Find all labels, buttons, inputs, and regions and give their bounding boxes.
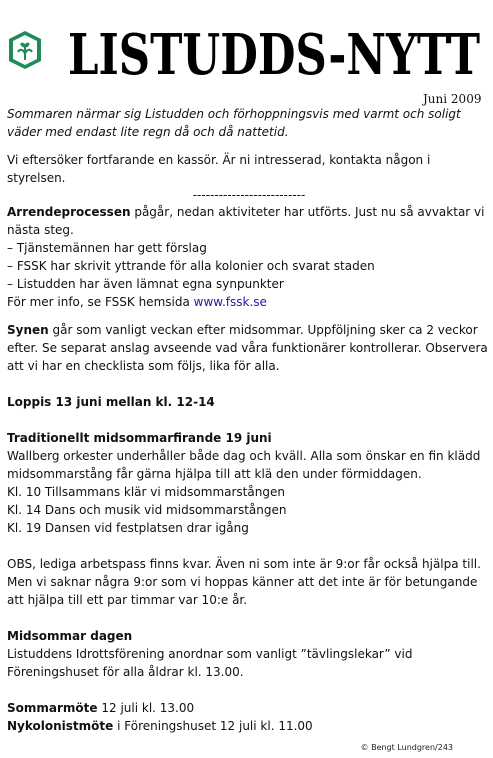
synen-heading: Synen [7, 323, 49, 337]
section-divider: -------------------------- [192, 188, 306, 202]
sommarmote-line [7, 699, 491, 717]
nykolonist-line [7, 717, 491, 735]
fssk-link[interactable]: www.fssk.se [193, 295, 267, 309]
issue-date: Juni 2009 [423, 92, 482, 106]
schedule-item: Kl. 19 Dansen vid festplatsen drar igång [7, 521, 249, 535]
midsommar-heading: Traditionellt midsommarfirande 19 juni [7, 431, 272, 445]
sommarmote-heading: Sommarmöte [7, 701, 98, 715]
arrende-text: pågår, nedan aktiviteter har utförts. Just nu så avvaktar vi nästa steg. [7, 205, 485, 237]
arrende-item: – Listudden har även lämnat egna synpunkter [7, 277, 284, 291]
obs-paragraph: OBS, lediga arbetspass finns kvar. Även ni som inte är 9:or får också hjälpa till. Men vi saknar några 9:or som vi hoppas känner att det inte är för betungande att hjälpa till ett par timmar var 10:e år. [7, 557, 481, 607]
nykolonist-text: i Föreningshuset 12 juli kl. 11.00 [113, 719, 313, 733]
arrende-item: – Tjänstemännen har gett förslag [7, 241, 207, 255]
newsletter-body [7, 105, 491, 735]
masthead-title-text: LISTUDDS-NYTT [68, 22, 481, 88]
arrende-item: – FSSK har skrivit yttrande för alla kolonier och svarat staden [7, 259, 375, 273]
midsommardagen-heading: Midsommar dagen [7, 629, 133, 643]
loppis-heading: Loppis 13 juni mellan kl. 12-14 [7, 395, 215, 409]
author-credit: © Bengt Lundgren/243 [360, 743, 453, 752]
masthead-title [66, 0, 486, 90]
arrende-paragraph [7, 203, 491, 239]
intro-paragraph: Sommaren närmar sig Listudden och förhoppningsvis med varmt och soligt väder med endast lite regn då och då nattetid. [7, 107, 461, 139]
arrende-heading: Arrendeprocessen [7, 205, 131, 219]
schedule-item: Kl. 14 Dans och musik vid midsommarstången [7, 503, 287, 517]
sommarmote-text: 12 juli kl. 13.00 [97, 701, 195, 715]
midsommar-text: Wallberg orkester underhåller både dag och kväll. Alla som önskar en fin klädd midsommarstång får gärna hjälpa till att klä den under förmiddagen. [7, 449, 481, 481]
nykolonist-heading: Nykolonistmöte [7, 719, 114, 733]
synen-text: går som vanligt veckan efter midsommar. Uppföljning sker ca 2 veckor efter. Se separat anslag avseende vad våra funktionärer kontrollerar. Observera att vi har en checklista som följs, lika för alla. [7, 323, 488, 373]
schedule-item: Kl. 10 Tillsammans klär vi midsommarstången [7, 485, 285, 499]
more-info-text: För mer info, se FSSK hemsida [7, 295, 194, 309]
flower-shield-logo [7, 30, 43, 70]
cashier-notice: Vi eftersöker fortfarande en kassör. Är ni intresserad, kontakta någon i styrelsen. [7, 153, 431, 185]
more-info-line [7, 293, 491, 311]
synen-paragraph [7, 321, 491, 375]
midsommardagen-text: Listuddens Idrottsförening anordnar som vanligt ”tävlingslekar” vid Föreningshuset för alla åldrar kl. 13.00. [7, 647, 413, 679]
